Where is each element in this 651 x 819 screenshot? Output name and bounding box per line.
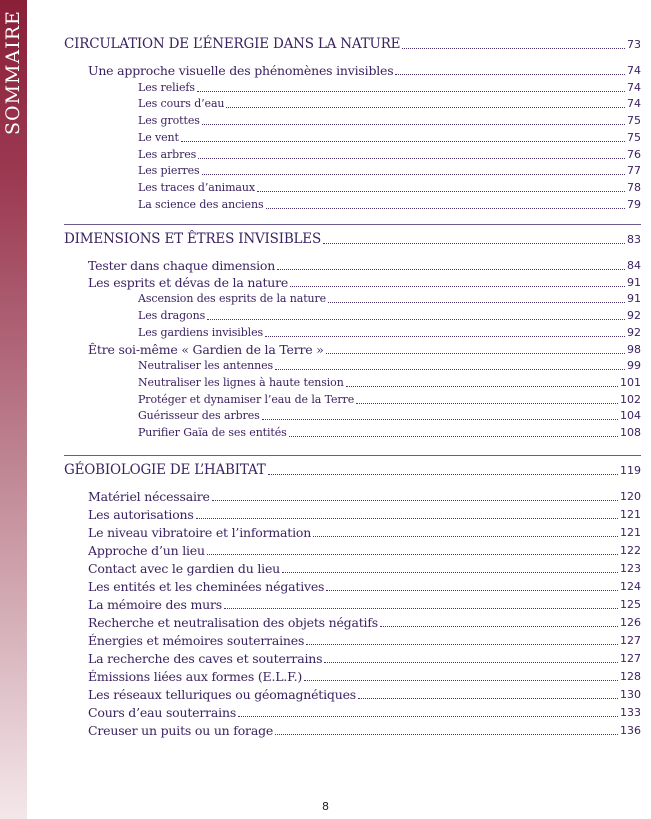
dot-leader: [402, 48, 625, 49]
toc-subentry[interactable]: [138, 196, 641, 213]
dot-leader: [238, 716, 618, 717]
toc-entry-title: Les pierres: [138, 164, 200, 178]
dot-leader: [289, 436, 618, 437]
toc-entry-title: Contact avec le gardien du lieu: [88, 561, 280, 576]
toc-entry[interactable]: [88, 614, 641, 631]
toc-subentry[interactable]: [138, 290, 641, 307]
toc-entry-title: DIMENSIONS ET ÊTRES INVISIBLES: [64, 231, 322, 247]
toc-entry[interactable]: [88, 578, 641, 595]
dot-leader: [275, 369, 625, 370]
toc-entry-page: 92: [627, 309, 641, 323]
toc-entry[interactable]: [88, 542, 641, 559]
toc-entry-page: 108: [620, 426, 641, 439]
toc-entry[interactable]: [88, 62, 641, 79]
toc-entry-page: 128: [620, 670, 641, 683]
toc-entry[interactable]: [88, 686, 641, 703]
toc-entry-page: 121: [620, 508, 641, 521]
toc-entry[interactable]: [88, 341, 641, 358]
toc-entry-title: Neutraliser les lignes à haute tension: [138, 375, 344, 389]
toc-entry[interactable]: [88, 668, 641, 685]
toc-subentry[interactable]: [138, 179, 641, 196]
toc-entry-page: 91: [627, 292, 641, 306]
toc-entry-title: La recherche des caves et souterrains: [88, 651, 323, 666]
toc-entry[interactable]: [88, 596, 641, 613]
toc-entry-page: 119: [620, 464, 641, 477]
section-divider: [64, 224, 641, 225]
toc-entry-title: Les réseaux telluriques ou géomagnétiques: [88, 687, 356, 702]
toc-entry-page: 127: [620, 634, 641, 647]
toc-entry-title: La science des anciens: [138, 197, 264, 211]
dot-leader: [226, 107, 625, 108]
dot-leader: [326, 353, 625, 354]
toc-entry[interactable]: [88, 274, 641, 291]
dot-leader: [257, 191, 625, 192]
toc-entry-title: Guérisseur des arbres: [138, 409, 260, 423]
toc-entry-page: 91: [627, 275, 641, 289]
toc-entry-title: Les esprits et dévas de la nature: [88, 274, 289, 290]
toc-entry-page: 120: [620, 490, 641, 503]
dot-leader: [266, 208, 626, 209]
toc-entry-page: 73: [627, 38, 641, 51]
toc-entry-title: Les dragons: [138, 309, 206, 323]
toc-entry-page: 124: [620, 580, 641, 593]
section-divider: [64, 455, 641, 456]
toc-entry[interactable]: [88, 632, 641, 649]
toc-entry-title: Purifier Gaïa de ses entités: [138, 426, 287, 439]
toc-subentry[interactable]: [138, 307, 641, 324]
toc-subentry[interactable]: [138, 391, 641, 408]
toc-entry-page: 121: [620, 526, 641, 539]
toc-entry[interactable]: [88, 488, 641, 505]
toc-entry-title: Émissions liées aux formes (E.L.F.): [88, 669, 303, 684]
toc-entry[interactable]: [88, 650, 641, 667]
toc-subentry[interactable]: [138, 407, 641, 424]
toc-entry-title: Le vent: [138, 130, 179, 144]
dot-leader: [356, 403, 618, 404]
dot-leader: [207, 319, 625, 320]
toc-entry-page: 125: [620, 598, 641, 611]
dot-leader: [275, 734, 618, 735]
toc-subentry[interactable]: [138, 424, 641, 441]
toc-entry-page: 126: [620, 616, 641, 629]
toc-entry-title: Creuser un puits ou un forage: [88, 723, 274, 738]
dot-leader: [324, 662, 618, 663]
toc-entry-title: Être soi-même « Gardien de la Terre »: [88, 341, 324, 357]
toc-entry-title: Énergies et mémoires souterraines: [88, 633, 305, 648]
dot-leader: [358, 698, 618, 699]
toc-entry-page: 76: [627, 147, 641, 161]
toc-entry-title: Les arbres: [138, 147, 197, 161]
dot-leader: [224, 608, 618, 609]
dot-leader: [328, 302, 625, 303]
toc-subentry[interactable]: [138, 112, 641, 129]
toc-entry-page: 99: [627, 359, 641, 373]
toc-entry-title: Recherche et neutralisation des objets négatifs: [88, 615, 378, 630]
toc-entry-page: 78: [627, 180, 641, 194]
toc-entry-title: Les traces d’animaux: [138, 180, 255, 194]
dot-leader: [326, 590, 618, 591]
dot-leader: [346, 386, 618, 387]
toc-entry-page: 79: [627, 197, 641, 211]
toc-entry-title: La mémoire des murs: [88, 597, 222, 612]
toc-entry-title: Le niveau vibratoire et l’information: [88, 525, 312, 540]
toc-subentry[interactable]: [138, 324, 641, 341]
dot-leader: [198, 158, 625, 159]
dot-leader: [306, 644, 618, 645]
toc-entry-page: 122: [620, 544, 641, 557]
dot-leader: [304, 680, 618, 681]
toc-entry[interactable]: [88, 722, 641, 739]
dot-leader: [380, 626, 618, 627]
dot-leader: [395, 74, 625, 75]
toc-entry-page: 74: [627, 97, 641, 111]
toc-entry-title: Les gardiens invisibles: [138, 325, 264, 339]
toc-subentry[interactable]: [138, 146, 641, 163]
toc-entry[interactable]: [88, 524, 641, 541]
toc-subentry[interactable]: [138, 374, 641, 391]
toc-section-heading[interactable]: [64, 36, 641, 53]
toc-subentry[interactable]: [138, 79, 641, 96]
toc-subentry[interactable]: [138, 357, 641, 374]
dot-leader: [197, 91, 625, 92]
toc-section-heading[interactable]: [64, 462, 641, 479]
toc-entry-page: 74: [627, 80, 641, 94]
toc-entry-page: 102: [620, 392, 641, 406]
toc-entry-page: 104: [620, 409, 641, 423]
toc-entry-page: 92: [627, 325, 641, 339]
toc-section-heading[interactable]: [64, 231, 641, 248]
toc-entry[interactable]: [88, 560, 641, 577]
toc-entry-title: Approche d’un lieu: [88, 543, 205, 558]
dot-leader: [268, 474, 618, 475]
dot-leader: [282, 572, 618, 573]
dot-leader: [290, 286, 625, 287]
dot-leader: [323, 243, 625, 244]
toc-entry-page: 75: [627, 114, 641, 128]
toc-entry-page: 74: [627, 64, 641, 77]
toc-entry-title: Les cours d’eau: [138, 97, 225, 111]
toc-entry-page: 123: [620, 562, 641, 575]
dot-leader: [202, 124, 625, 125]
dot-leader: [202, 174, 625, 175]
toc-subentry[interactable]: [138, 162, 641, 179]
toc-entry-page: 98: [627, 342, 641, 356]
dot-leader: [277, 269, 625, 270]
dot-leader: [313, 536, 618, 537]
toc-entry-title: Les entités et les cheminées négatives: [88, 579, 325, 594]
toc-subentry[interactable]: [138, 95, 641, 112]
toc-entry-title: Tester dans chaque dimension: [88, 258, 276, 273]
dot-leader: [181, 141, 625, 142]
page-number: 8: [322, 800, 329, 813]
toc-entry-page: 83: [627, 233, 641, 246]
toc-subentry[interactable]: [138, 129, 641, 146]
toc-entry-title: Une approche visuelle des phénomènes invisibles: [88, 63, 394, 78]
toc-entry[interactable]: [88, 704, 641, 721]
toc-entry-page: 75: [627, 130, 641, 144]
toc-entry-page: 136: [620, 724, 641, 737]
toc-entry-title: Les reliefs: [138, 80, 195, 94]
sidebar-title: SOMMAIRE: [2, 10, 24, 135]
toc-entry-title: Protéger et dynamiser l’eau de la Terre: [138, 392, 355, 406]
toc-entry-page: 101: [620, 375, 641, 389]
toc-entry-page: 77: [627, 164, 641, 178]
dot-leader: [212, 500, 618, 501]
toc-entry-title: Les grottes: [138, 114, 200, 128]
toc-entry-page: 130: [620, 688, 641, 701]
toc-entry-title: Cours d’eau souterrains: [88, 705, 237, 720]
toc-entry-title: Matériel nécessaire: [88, 489, 210, 504]
toc-entry-page: 127: [620, 652, 641, 665]
toc-entry[interactable]: [88, 506, 641, 523]
dot-leader: [207, 554, 618, 555]
dot-leader: [196, 518, 618, 519]
toc-entry-title: Ascension des esprits de la nature: [138, 292, 327, 306]
dot-leader: [265, 336, 625, 337]
toc-entry[interactable]: [88, 257, 641, 274]
toc-entry-page: 133: [620, 706, 641, 719]
toc-entry-title: GÉOBIOLOGIE DE L’HABITAT: [64, 462, 266, 478]
toc-entry-page: 84: [627, 259, 641, 272]
toc-entry-title: CIRCULATION DE L’ÉNERGIE DANS LA NATURE: [64, 36, 401, 52]
toc-entry-title: Les autorisations: [88, 507, 194, 522]
toc-entry-title: Neutraliser les antennes: [138, 359, 274, 373]
dot-leader: [262, 419, 618, 420]
